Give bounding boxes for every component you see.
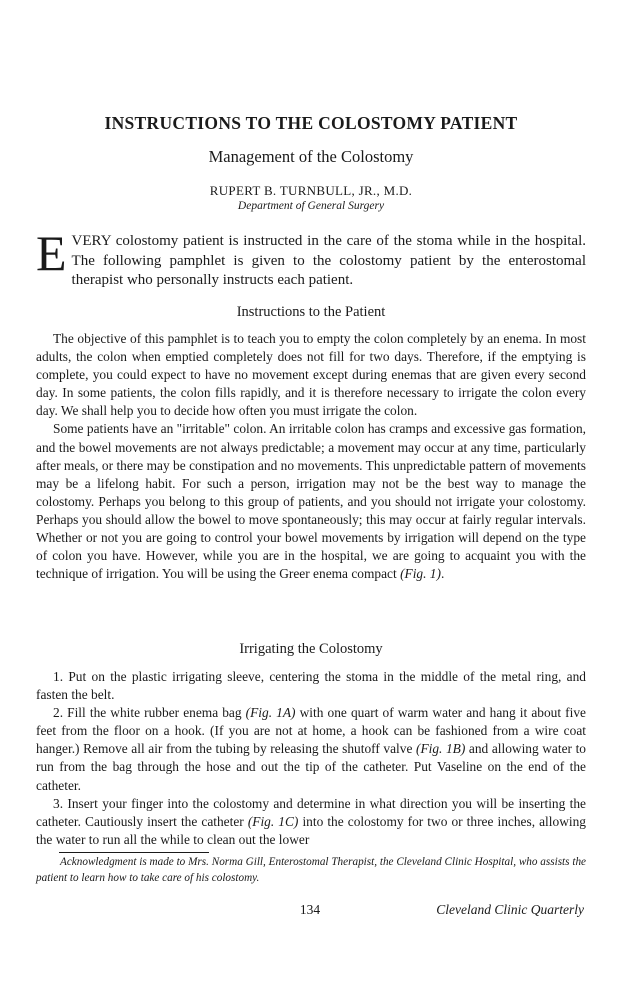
section-irrigating-body	[36, 668, 586, 849]
figure-reference: (Fig. 1A)	[245, 705, 296, 721]
step-item	[36, 704, 586, 794]
step-item: 1. Put on the plastic irrigating sleeve, centering the stoma in the middle of the metal ring, and fasten the belt.	[36, 669, 586, 703]
step-text: into the colostomy for two or three inches, allowing the water to run all the while to clean out the lower	[36, 813, 586, 847]
step-text: 2. Fill the white rubber enema bag	[53, 705, 246, 721]
journal-name: Cleveland Clinic Quarterly	[436, 902, 584, 917]
section-patient-body	[36, 330, 586, 583]
figure-reference: (Fig. 1)	[400, 566, 441, 582]
figure-reference: (Fig. 1C)	[247, 813, 299, 829]
figure-reference: (Fig. 1B)	[416, 741, 466, 757]
intro-paragraph	[36, 225, 586, 291]
intro-text: colostomy patient is instructed in the care of the stoma while in the hospital. The following pamphlet is given to the colostomy patient by the enterostomal therapist who personally instructs each patient.	[71, 233, 586, 288]
paragraph	[36, 420, 586, 583]
step-item	[36, 795, 586, 849]
paragraph-text: Some patients have an "irritable" colon. An irritable colon has cramps and excessive gas formation, and the bowel movements are not always predictable; a movement may occur at any time, particularly after meals, or there may be constipation and no movements. This unpredictable pattern of movements may be a lifelong habit. For such a person, irrigation may not be the best way to manage the colostomy. Perhaps you belong to this group of patients, and you should not irrigate your colostomy. Perhaps you should allow the bowel to move spontaneously; this may occur at fairly regular intervals. Whether or not you are going to control your bowel movements by irrigation will depend on the type of colon you have. However, while you are in the hospital, we are going to acquaint you with the technique of irrigation. You will be using the Greer enema compact	[36, 421, 586, 582]
author-name: RUPERT B. TURNBULL, JR., M.D.	[209, 183, 413, 198]
footnote-rule	[59, 852, 209, 853]
step-text: 3. Insert your finger into the colostomy and determine in what direction you will be inserting the catheter. Cautiously insert the catheter	[36, 795, 586, 829]
step-text: with one quart of warm water and hang it about five feet from the floor on a hook. (If you are not at home, a hook can be fashioned from a wire coat hanger.) Remove all air from the tubing by releasing the shutoff valve	[36, 705, 586, 757]
article-title: INSTRUCTIONS TO THE COLOSTOMY PATIENT	[104, 113, 518, 133]
paragraph-end: .	[440, 566, 445, 582]
section-heading-irrigating: Irrigating the Colostomy	[239, 641, 383, 657]
article-subtitle: Management of the Colostomy	[208, 147, 414, 166]
drop-cap: E	[36, 225, 67, 281]
page-number: 134	[299, 902, 321, 917]
paragraph: The objective of this pamphlet is to teach you to empty the colon completely by an enema. In most adults, the colon when emptied completely does not fill for two days. Therefore, if the emptying is complete, you could expect to have no movement except during enemas that are given every second day. In some patients, the colon fills rapidly, and it is therefore necessary to irrigate the colon every day. We shall help you to decide how often you must irrigate the colon.	[36, 331, 586, 419]
author-department: Department of General Surgery	[237, 200, 385, 212]
section-heading-patient: Instructions to the Patient	[236, 304, 386, 320]
footnote	[36, 855, 586, 886]
intro-first-word: VERY	[71, 233, 111, 249]
step-text: and allowing water to run from the bag through the hose and out the tip of the catheter. Put Vaseline on the end of the catheter.	[36, 741, 586, 793]
footnote-text: Acknowledgment is made to Mrs. Norma Gill, Enterostomal Therapist, the Cleveland Clinic Hospital, who assists the patient to learn how to take care of his colostomy.	[36, 856, 586, 884]
